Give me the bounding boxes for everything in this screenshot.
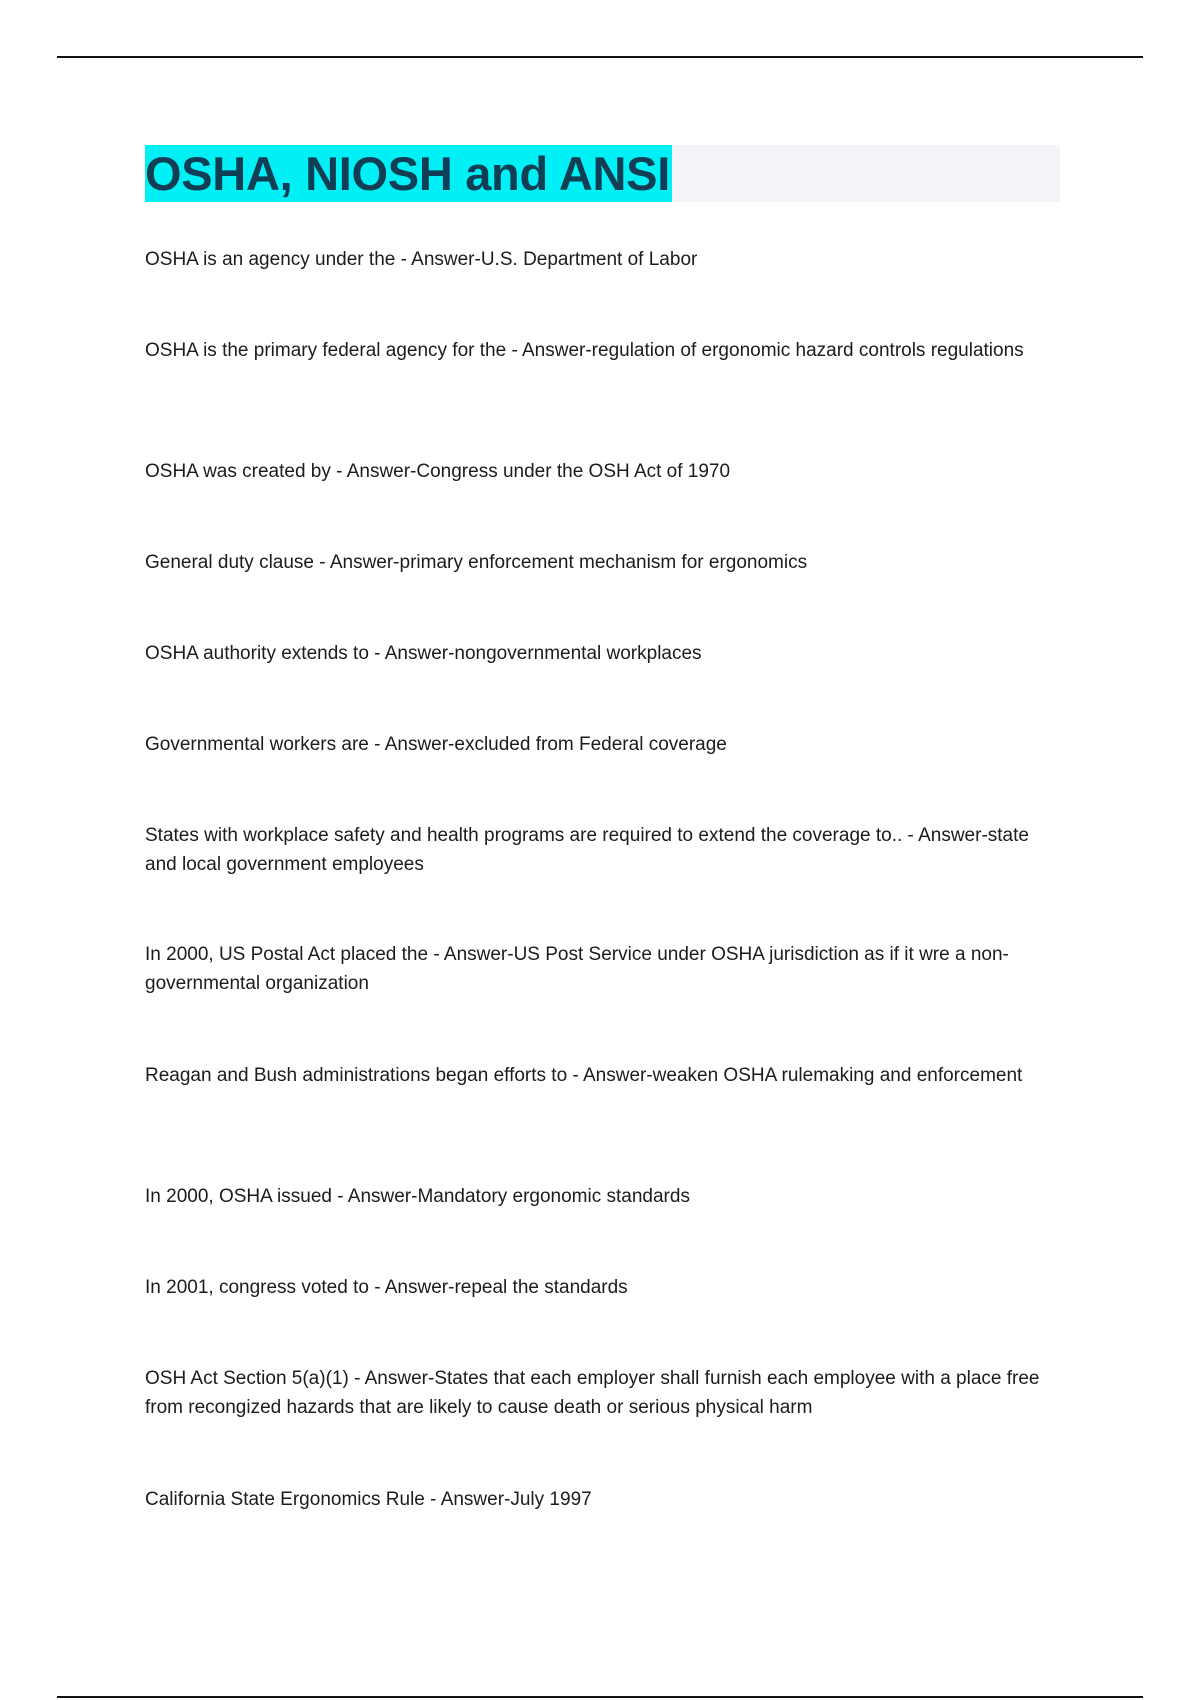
qa-entry: California State Ergonomics Rule - Answer-July 1997 — [145, 1489, 592, 1510]
qa-entry: In 2000, OSHA issued - Answer-Mandatory ergonomic standards — [145, 1186, 690, 1207]
qa-entry: OSHA is the primary federal agency for the - Answer-regulation of ergonomic hazard controls regulations — [145, 340, 1024, 361]
qa-entry: States with workplace safety and health programs are required to extend the coverage to.. - Answer-state and local government employees — [145, 825, 1029, 875]
document-title: OSHA, NIOSH and ANSI — [145, 147, 670, 200]
qa-entry: In 2001, congress voted to - Answer-repeal the standards — [145, 1277, 628, 1298]
qa-entry: Governmental workers are - Answer-excluded from Federal coverage — [145, 734, 727, 755]
bottom-rule — [57, 1696, 1143, 1698]
qa-entry: Reagan and Bush administrations began efforts to - Answer-weaken OSHA rulemaking and enforcement — [145, 1065, 1023, 1086]
top-rule — [57, 56, 1143, 58]
qa-entry: OSHA is an agency under the - Answer-U.S. Department of Labor — [145, 249, 698, 270]
qa-entry: OSH Act Section 5(a)(1) - Answer-States that each employer shall furnish each employee with a place free from recongized hazards that are likely to cause death or serious physical harm — [145, 1368, 1040, 1418]
qa-entry: General duty clause - Answer-primary enforcement mechanism for ergonomics — [145, 552, 808, 573]
qa-entry: OSHA authority extends to - Answer-nongovernmental workplaces — [145, 643, 702, 664]
qa-entry: In 2000, US Postal Act placed the - Answer-US Post Service under OSHA jurisdiction as if it wre a non-governmental organization — [145, 944, 1009, 994]
qa-entry: OSHA was created by - Answer-Congress under the OSH Act of 1970 — [145, 461, 731, 482]
